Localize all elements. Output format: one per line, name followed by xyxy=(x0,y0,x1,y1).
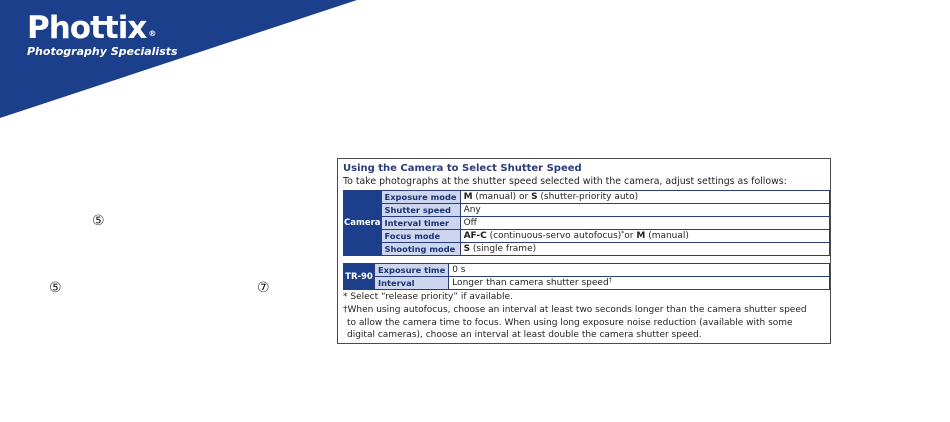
brand-logo xyxy=(27,10,178,58)
table-row xyxy=(344,217,830,230)
table-row xyxy=(344,264,830,277)
shutter-speed-panel xyxy=(337,158,831,344)
setting-value: Off xyxy=(460,217,829,230)
tr90-settings-table xyxy=(343,263,830,290)
table-row xyxy=(344,243,830,256)
footnote-autofocus: †When using autofocus, choose an interval at least two seconds longer than the camera shutter speed xyxy=(343,304,807,315)
table-row xyxy=(344,230,830,243)
brand-tagline: Photography Specialists xyxy=(27,45,178,58)
setting-label: Focus mode xyxy=(381,230,460,243)
panel-title: Using the Camera to Select Shutter Speed xyxy=(343,163,582,174)
camera-group-label: Camera xyxy=(344,191,382,256)
step-marker-7: ⑦ xyxy=(257,280,270,296)
table-row xyxy=(344,191,830,204)
setting-value: AF-C (continuous-servo autofocus)*or M (manual) xyxy=(460,230,829,243)
table-row xyxy=(344,204,830,217)
registered-mark: ® xyxy=(148,29,156,38)
footnote-autofocus-cont: to allow the camera time to focus. When using long exposure noise reduction (available with some xyxy=(347,317,793,328)
footnote-release-priority: * Select “release priority” if available. xyxy=(343,292,513,302)
panel-intro: To take photographs at the shutter speed selected with the camera, adjust settings as follows: xyxy=(343,176,787,187)
setting-label: Shooting mode xyxy=(381,243,460,256)
setting-value: 0 s xyxy=(449,264,830,277)
footnotes xyxy=(343,291,807,342)
setting-label: Shutter speed xyxy=(381,204,460,217)
footnote-autofocus-cont: digital cameras), choose an interval at least double the camera shutter speed. xyxy=(347,330,702,341)
setting-label: Exposure mode xyxy=(381,191,460,204)
brand-name: Phottix xyxy=(27,10,147,46)
setting-value: Any xyxy=(460,204,829,217)
setting-value: S (single frame) xyxy=(460,243,829,256)
tr90-group-label: TR-90 xyxy=(344,264,375,290)
setting-label: Interval timer xyxy=(381,217,460,230)
setting-value: M (manual) or S (shutter-priority auto) xyxy=(460,191,829,204)
step-marker-5: ⑤ xyxy=(49,280,62,296)
step-marker-5: ⑤ xyxy=(92,213,105,229)
camera-settings-table xyxy=(343,190,830,256)
setting-label: Interval xyxy=(375,277,449,290)
table-row xyxy=(344,277,830,290)
setting-value: Longer than camera shutter speed† xyxy=(449,277,830,290)
setting-label: Exposure time xyxy=(375,264,449,277)
